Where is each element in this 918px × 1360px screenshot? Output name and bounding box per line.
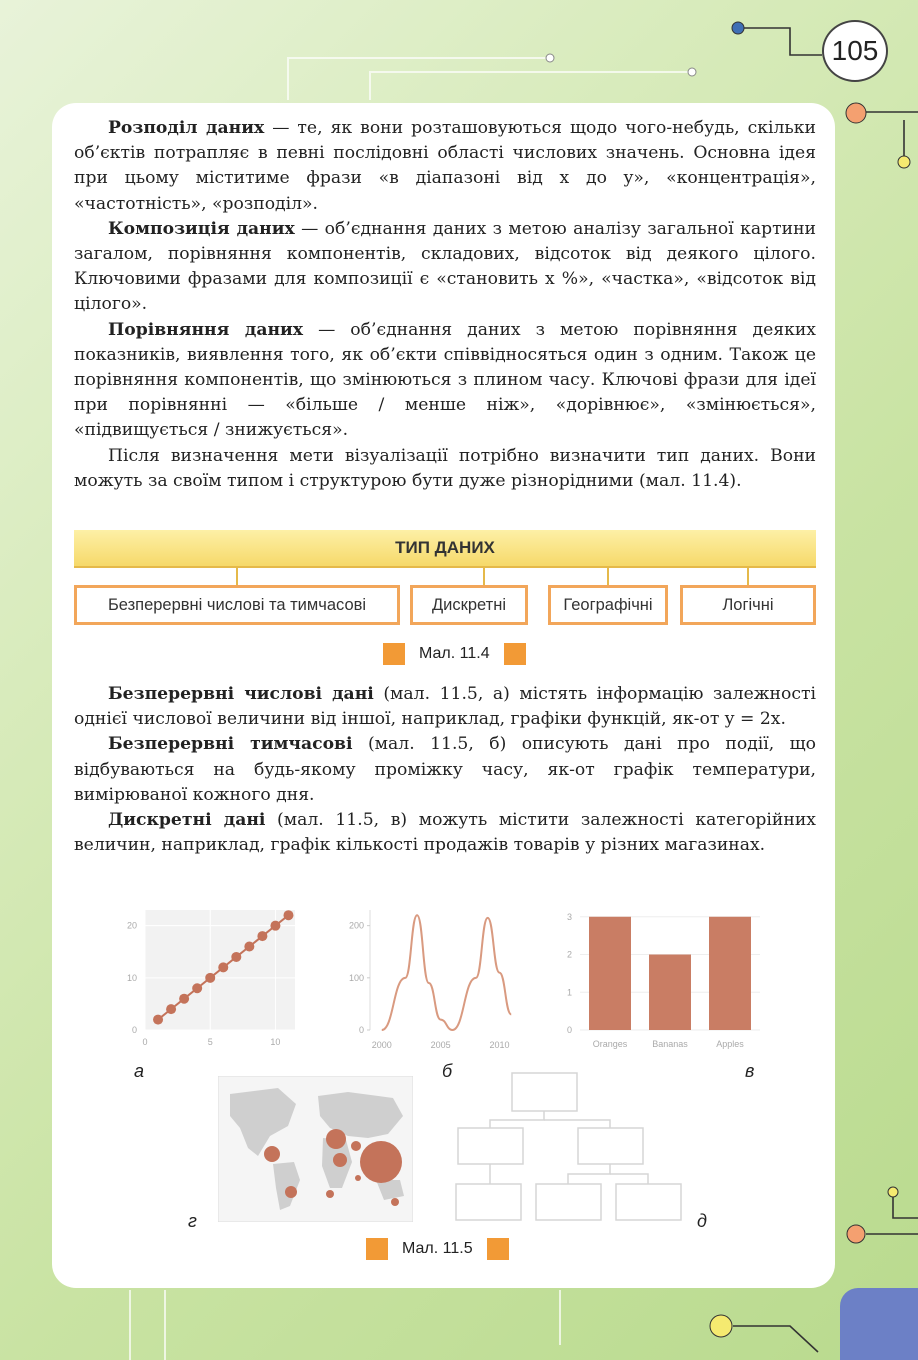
x-tick-label: 2005 xyxy=(430,1040,451,1050)
data-point xyxy=(257,931,267,941)
bar-chart xyxy=(560,905,770,1055)
figure-letter-d: д xyxy=(697,1211,707,1231)
line-chart xyxy=(338,905,528,1055)
data-point xyxy=(166,1004,176,1014)
data-point xyxy=(283,910,293,920)
paragraph: Порівняння даних — об’єднання даних з метою порівняння деяких показників, виявлення того, як об’єкти співвідносяться один з одним. Також це порівняння компонентів, що змінюються з плином часу. Ключові фрази для ідеї при порівнянні — «більше / менше ніж», «дорівнює», «змінюється», «підвищується / знижується». xyxy=(74,319,816,441)
figure-letter-a: а xyxy=(134,1061,145,1081)
x-tick-label: Bananas xyxy=(652,1039,688,1049)
connector-line xyxy=(483,566,485,585)
data-point xyxy=(153,1015,163,1025)
x-tick-label: 5 xyxy=(207,1037,213,1047)
figure-caption-11-4 xyxy=(383,643,526,665)
caption-text: Мал. 11.4 xyxy=(419,645,490,662)
caption-text: Мал. 11.5 xyxy=(402,1240,473,1257)
y-tick-label: 100 xyxy=(348,972,364,983)
figure-letter-v: в xyxy=(745,1061,755,1081)
data-point xyxy=(205,973,215,983)
text-block-top xyxy=(74,116,816,494)
y-tick-label: 0 xyxy=(131,1025,137,1035)
bar xyxy=(589,917,631,1030)
paragraph: Розподіл даних — те, як вони розташовуються щодо чого-небудь, скільки об’єктів потрапляє в певні послідовні області числових значень. Основна ідея при цьому міститиме фрази «в діапазоні від x до y», «концентрація», «частотність», «розподіл». xyxy=(74,118,816,214)
data-types-banner: ТИП ДАНИХ xyxy=(74,530,816,568)
y-tick-label: 1 xyxy=(566,987,572,998)
world-map-figure xyxy=(218,1076,413,1222)
x-tick-label: Apples xyxy=(716,1039,744,1049)
page-edge-tab xyxy=(840,1288,918,1360)
bar xyxy=(709,917,751,1030)
data-type-continuous: Безперервні числові та тимчасові xyxy=(74,585,400,625)
bar xyxy=(649,955,691,1030)
connector-line xyxy=(236,566,238,585)
x-tick-label: 2000 xyxy=(371,1040,392,1050)
data-point xyxy=(192,983,202,993)
connector-line xyxy=(607,566,609,585)
caption-marker xyxy=(383,643,405,665)
figure-letter-b: б xyxy=(442,1061,453,1081)
figure-caption-11-5 xyxy=(366,1238,509,1260)
y-tick-label: 0 xyxy=(566,1025,572,1035)
paragraph: Дискретні дані (мал. 11.5, в) можуть містити залежності категорійних величин, наприклад, графік кількості продажів товарів у різних магазинах. xyxy=(74,810,816,856)
data-point xyxy=(244,942,254,952)
caption-marker xyxy=(504,643,526,665)
y-tick-label: 2 xyxy=(566,949,572,960)
y-tick-label: 0 xyxy=(358,1025,364,1035)
connector-line xyxy=(747,566,749,585)
figure-letter-g: г xyxy=(188,1211,197,1231)
data-point xyxy=(179,994,189,1004)
caption-marker xyxy=(487,1238,509,1260)
y-tick-label: 10 xyxy=(126,972,137,983)
data-type-geographic: Географічні xyxy=(548,585,668,625)
x-tick-label: Oranges xyxy=(592,1039,628,1049)
data-type-logical: Логічні xyxy=(680,585,816,625)
y-tick-label: 200 xyxy=(348,920,364,931)
x-tick-label: 2010 xyxy=(489,1040,510,1050)
paragraph: Безперервні тимчасові (мал. 11.5, б) описують дані про події, що відбуваються на будь-якому проміжку часу, як-от графік температури, вимірюваної кожного дня. xyxy=(74,734,816,805)
paragraph: Композиція даних — об’єднання даних з метою аналізу загальної картини загалом, порівняння компонентів, складових, відсоток від деякого цілого. Ключовими фразами для композиції є «становить x %», «частка», «відсоток від цілого». xyxy=(74,218,816,315)
series-line xyxy=(382,915,511,1030)
data-point xyxy=(231,952,241,962)
data-type-discrete: Дискретні xyxy=(410,585,528,625)
caption-marker xyxy=(366,1238,388,1260)
y-tick-label: 3 xyxy=(566,911,572,922)
page-number: 105 xyxy=(822,20,888,82)
text-block-bottom xyxy=(74,682,816,858)
tree-diagram-figure xyxy=(452,1070,684,1230)
scatter-chart xyxy=(115,905,300,1055)
x-tick-label: 10 xyxy=(270,1037,281,1047)
y-tick-label: 20 xyxy=(126,920,137,931)
data-point xyxy=(218,962,228,972)
data-point xyxy=(270,921,280,931)
paragraph: Після визначення мети візуалізації потрібно визначити тип даних. Вони можуть за своїм типом і структурою бути дуже різнорідними (мал. 11.4). xyxy=(74,445,816,491)
paragraph: Безперервні числові дані (мал. 11.5, а) містять інформацію залежності однієї числової величини від іншої, наприклад, графіки функцій, як-от y = 2x. xyxy=(74,684,816,730)
x-tick-label: 0 xyxy=(142,1037,148,1047)
